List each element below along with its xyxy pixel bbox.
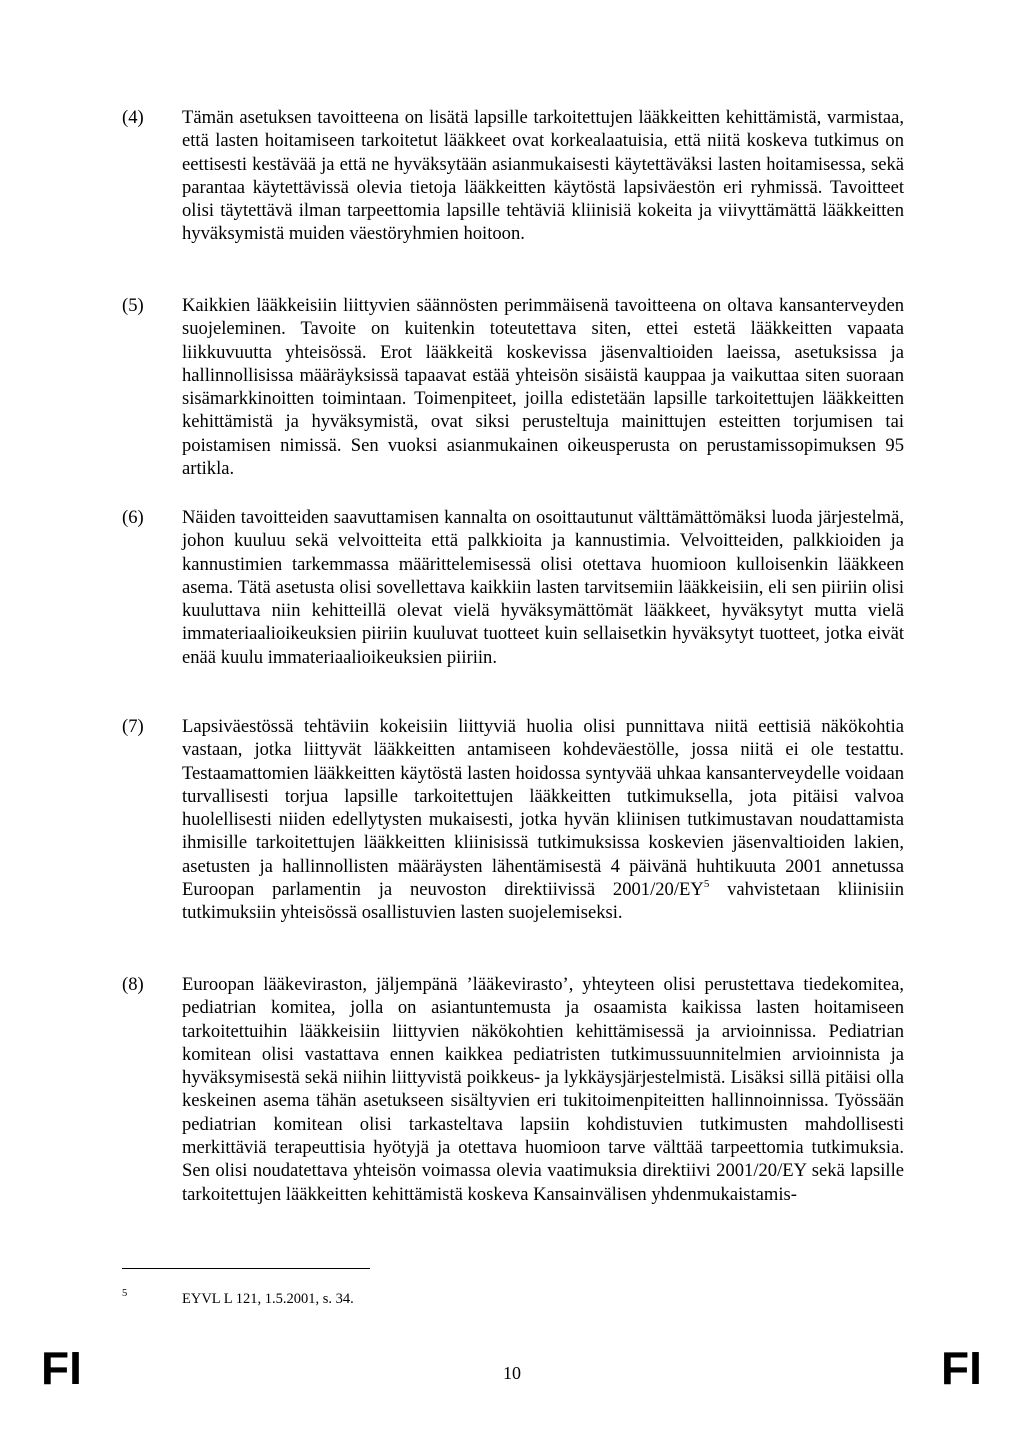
recital-4 bbox=[122, 106, 904, 246]
recital-number: (6) bbox=[122, 507, 144, 528]
recital-number: (4) bbox=[122, 107, 144, 128]
recital-text-part: Lapsiväestössä tehtäviin kokeisiin liittyviä huolia olisi punnittava niitä eettisiä näkökohtia vastaan, jotka liittyvät lääkkeitten antamiseen kohdeväestölle, jossa niitä ei ole testattu. Testaamattomien lääkkeitten käytöstä lasten hoidossa syntyvää uhkaa kansanterveydelle voidaan turvallisesti torjua lapsille tarkoitettujen lääkkeitten tutkimuksella, jota pitäisi valvoa huolellisesti niiden edellytysten mukaisesti, jotka hyvän kliinisen tutkimustavan noudattamista ihmisille tarkoitettujen lääkkeitten kliinisissä tutkimuksissa koskevien jäsenvaltioiden lakien, asetusten ja hallinnollisten määräysten lähentämisestä 4 päivänä huhtikuuta 2001 annetussa Euroopan parlamentin ja neuvoston direktiivissä 2001/20/EY bbox=[182, 716, 904, 901]
language-code-right: FI bbox=[941, 1342, 982, 1394]
recital-number: (7) bbox=[122, 716, 144, 737]
footnote-reference: 5 bbox=[703, 878, 710, 891]
recital-8 bbox=[122, 973, 904, 1206]
footnote-text: EYVL L 121, 1.5.2001, s. 34. bbox=[182, 1291, 354, 1307]
recital-text: Näiden tavoitteiden saavuttamisen kannalta on osoittautunut välttämättömäksi luoda järjestelmä, johon kuuluu sekä velvoitteita että palkkioita ja kannustimia. Velvoitteiden, palkkioiden ja kannustimien tarkemmassa määrittelemisessä olisi otettava huomioon kulloisenkin lääkkeen asema. Tätä asetusta olisi sovellettava kaikkiin lasten tarvitsemiin lääkkeisiin, eli sen piiriin olisi kuuluttava niin kehitteillä olevat vielä hyväksymättömät lääkkeet, hyväksytyt mutta vielä immateriaalioikeuksien piiriin kuuluvat tuotteet kuin sellaisetkin hyväksytyt tuotteet, jotka eivät enää kuulu immateriaalioikeuksien piiriin. bbox=[182, 507, 904, 668]
recital-7 bbox=[122, 715, 904, 925]
recital-text: Kaikkien lääkkeisiin liittyvien säännösten perimmäisenä tavoitteena on oltava kansanterveyden suojeleminen. Tavoite on kuitenkin toteutettava siten, ettei estetä lääkkeitten vapaata liikkuvuutta yhteisössä. Erot lääkkeitä koskevissa jäsenvaltioiden laeissa, asetuksissa ja hallinnollisissa määräyksissä tapaavat estää yhteisön sisäistä kauppaa ja vaikuttaa siten suoraan sisämarkkinoitten toimintaan. Toimenpiteet, joilla edistetään lapsille tarkoitettujen lääkkeitten kehittämistä ja hyväksymistä, ovat siksi perusteltuja mainittujen esteitten torjumisen tai poistamisen nimissä. Sen vuoksi asianmukainen oikeusperusta on perustamissopimuksen 95 artikla. bbox=[182, 295, 904, 480]
footnote-divider bbox=[122, 1268, 370, 1269]
recital-5 bbox=[122, 294, 904, 480]
recital-number: (5) bbox=[122, 295, 144, 316]
page-number: 10 bbox=[503, 1363, 521, 1383]
language-code-left: FI bbox=[41, 1342, 82, 1394]
recital-text bbox=[182, 715, 904, 925]
recital-number: (8) bbox=[122, 974, 144, 995]
recital-text: Tämän asetuksen tavoitteena on lisätä lapsille tarkoitettujen lääkkeitten kehittämistä, varmistaa, että lasten hoitamiseen tarkoitetut lääkkeet ovat korkealaatuisia, että niitä koskeva tutkimus on eettisesti kestävää ja että ne hyväksytään asianmukaisesti käytettäväksi lasten hoitamisessa, sekä parantaa käytettävissä olevia tietoja lääkkeitten käytöstä lapsiväestön eri ryhmissä. Tavoitteet olisi täytettävä ilman tarpeettomia lapsille tehtäviä kliinisiä kokeita ja viivyttämättä lääkkeitten hyväksymistä muiden väestöryhmien hoitoon. bbox=[182, 107, 904, 245]
recital-text-part: vahvistetaan kliinisiin tutkimuksiin yhteisössä osallistuvien lasten suojelemiseksi. bbox=[182, 879, 904, 924]
recital-text: Euroopan lääkeviraston, jäljempänä ’lääkevirasto’, yhteyteen olisi perustettava tiedekomitea, pediatrian komitea, jolla on asiantuntemusta ja osaamista kaikissa lasten hoitamiseen tarkoitettuihin lääkkeisiin liittyvien näkökohtien kehittämisessä ja arvioinnissa. Pediatrian komitean olisi vastattava ennen kaikkea pediatristen tutkimussuunnitelmien arvioinnista ja hyväksymisestä sekä niihin liittyvistä poikkeus- ja lykkäysjärjestelmistä. Lisäksi sillä pitäisi olla keskeinen asema tähän asetukseen sisältyvien eri tukitoimenpiteitten hallinnoinnissa. Työssään pediatrian komitean olisi tarkasteltava lapsiin kohdistuvien tutkimusten mahdollisesti merkittäviä terapeuttisia hyötyjä ja otettava huomioon tarve välttää tarpeettomia tutkimuksia. Sen olisi noudatettava yhteisön voimassa olevia vaatimuksia direktiivi 2001/20/EY sekä lapsille tarkoitettujen lääkkeitten kehittämistä koskeva Kansainvälisen yhdenmukaistamis- bbox=[182, 974, 904, 1205]
footnote bbox=[122, 1290, 822, 1308]
recital-6 bbox=[122, 506, 904, 669]
footnote-mark: 5 bbox=[122, 1288, 128, 1299]
